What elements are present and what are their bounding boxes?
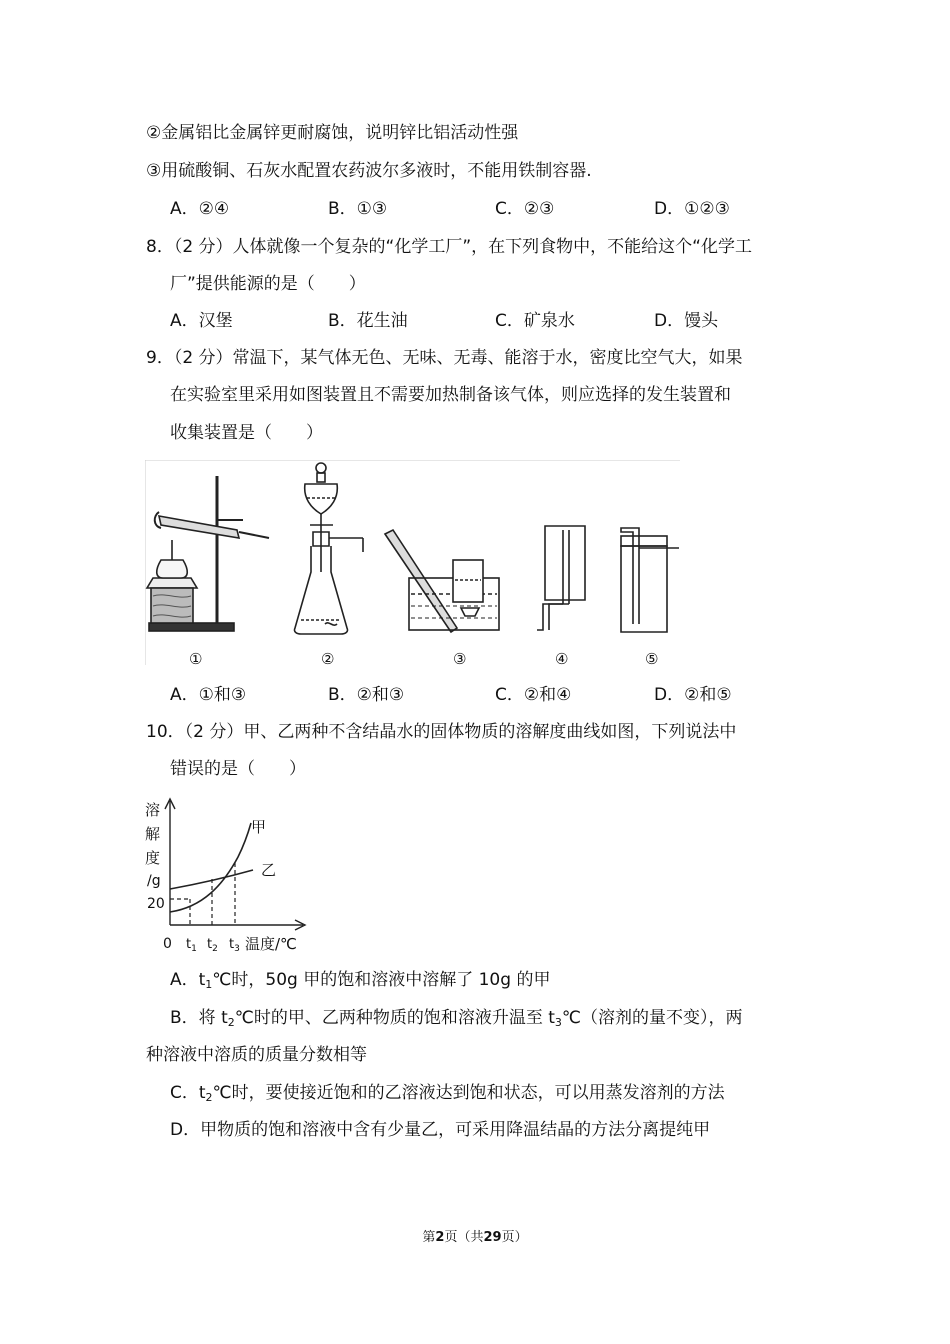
q10-stem-line-1: 10．（2 分）甲、乙两种不含结晶水的固体物质的溶解度曲线如图，下列说法中 [146,722,737,742]
q7-option-b: B．①③ [328,199,388,219]
q9-stem-line-3: 收集装置是（ ） [170,423,323,443]
gas-apparatus-figure [145,460,680,670]
q10-option-d: D．甲物质的饱和溶液中含有少量乙，可采用降温结晶的方法分离提纯甲 [170,1120,711,1140]
apparatus-label-1: ① [189,650,203,668]
q7-option-d: D．①②③ [654,199,730,219]
q9-stem-line-2: 在实验室里采用如图装置且不需要加热制备该气体，则应选择的发生装置和 [170,385,731,405]
apparatus-label-4: ④ [555,650,569,668]
q8-option-a: A．汉堡 [170,311,233,331]
q7-option-a: A．②④ [170,199,230,219]
apparatus-5-gas-jar-long-tube [621,528,679,632]
apparatus-3-water-trough [385,530,499,632]
apparatus-label-3: ③ [453,650,467,668]
q9-option-b: B．②和③ [328,685,405,705]
origin-label: 0 [163,936,172,952]
q10-option-c: C．$t_2℃$时，要使接近饱和的乙溶液达到饱和状态，可以用蒸发溶剂的方法 [170,1083,725,1104]
q10-option-a: A．$t_1℃$时，50g 甲的饱和溶液中溶解了 10g 的甲 [170,970,551,991]
q8-stem-line-2: 厂”提供能源的是（ ） [170,274,366,294]
q7-item-3: ③用硫酸铜、石灰水配置农药波尔多液时，不能用铁制容器. [146,161,592,181]
q8-option-b: B．花生油 [328,311,408,331]
q7-item-2: ②金属铝比金属锌更耐腐蚀，说明锌比铝活动性强 [146,123,519,143]
q9-stem-line-1: 9．（2 分）常温下，某气体无色、无味、无毒、能溶于水，密度比空气大，如果 [146,348,743,368]
q10-option-b-line-2: 种溶液中溶质的质量分数相等 [146,1045,367,1065]
apparatus-4-gas-jar [537,526,585,630]
q8-stem-line-1: 8．（2 分）人体就像一个复杂的“化学工厂”，在下列食物中，不能给这个“化学工 [146,237,752,257]
x-tick-t1: $t_1$ [186,937,197,954]
q9-option-c: C．②和④ [495,685,572,705]
q8-option-c: C．矿泉水 [495,311,575,331]
y-label-char-2: 解 [145,825,161,843]
total-pages: 29 [483,1230,502,1245]
curve-label-jia: 甲 [251,818,267,836]
x-tick-t3: $t_3$ [229,937,240,954]
x-tick-t2: $t_2$ [207,937,218,954]
q8-option-d: D．馒头 [654,311,719,331]
q10-stem-line-2: 错误的是（ ） [170,759,306,779]
q10-option-b: B．将 $t_2℃$时的甲、乙两种物质的饱和溶液升温至 $t_3℃$（溶剂的量不变），两 [170,1008,743,1029]
apparatus-label-2: ② [321,650,335,668]
apparatus-2-flask-funnel [294,463,363,634]
apparatus-1-heating-tube [147,476,269,631]
q9-option-d: D．②和⑤ [654,685,732,705]
y-label-char-1: 溶 [145,801,161,819]
x-axis-label: 温度/℃ [245,935,297,953]
q9-option-a: A．①和③ [170,685,247,705]
y-tick-20: 20 [147,896,165,912]
y-label-char-3: 度 [145,849,161,867]
curve-jia [170,823,251,912]
curve-label-yi: 乙 [261,861,277,879]
solubility-curve-graph [143,795,313,960]
apparatus-label-5: ⑤ [645,650,659,668]
q7-option-c: C．②③ [495,199,555,219]
y-label-unit: /g [147,873,161,889]
page-number: 2 [435,1230,445,1245]
page-footer: 第2页（共29页） [422,1230,528,1245]
